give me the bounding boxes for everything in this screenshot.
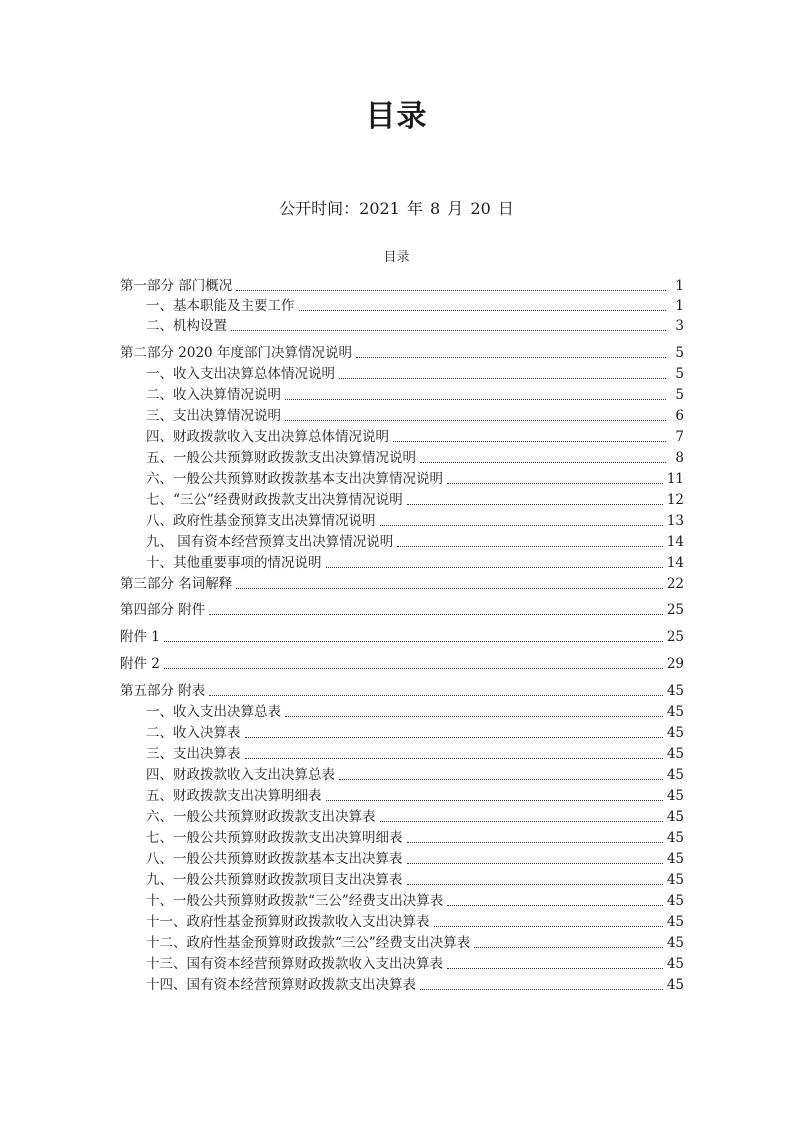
- dot-leader: [326, 566, 663, 568]
- toc-entry-page: 45: [666, 977, 684, 993]
- toc-entry-page: 25: [666, 602, 684, 618]
- toc-entry-label: 十三、国有资本经营预算财政拨款收入支出决算表: [146, 956, 443, 972]
- toc-entry[interactable]: [120, 933, 684, 953]
- toc-entry-page: 45: [666, 893, 684, 909]
- toc-entry-label: 十、一般公共预算财政拨款“三公”经费支出决算表: [146, 893, 444, 909]
- toc-entry-page: 13: [666, 513, 684, 529]
- toc-entry-page: 45: [666, 746, 684, 762]
- toc-entry-page: 1: [675, 298, 684, 314]
- toc-entry-label: 七、一般公共预算财政拨款支出决算明细表: [146, 830, 403, 846]
- toc-entry[interactable]: [120, 954, 684, 974]
- dot-leader: [209, 694, 663, 696]
- toc-entry-label: 第二部分 2020 年度部门决算情况说明: [120, 345, 352, 361]
- toc-entry-page: 45: [666, 935, 684, 951]
- toc-entry-page: 5: [675, 345, 684, 361]
- toc-entry-label: 八、政府性基金预算支出决算情况说明: [146, 513, 376, 529]
- toc-entry-page: 7: [675, 429, 684, 445]
- dot-leader: [407, 841, 663, 843]
- toc-entry-label: 二、机构设置: [146, 318, 227, 334]
- toc-entry-part-3[interactable]: [120, 574, 684, 594]
- dot-leader: [164, 667, 663, 669]
- dot-leader: [447, 904, 663, 906]
- toc-entry[interactable]: [120, 296, 684, 316]
- toc-entry-label: 第一部分 部门概况: [120, 278, 233, 294]
- toc-entry-page: 45: [666, 809, 684, 825]
- dot-leader: [397, 545, 663, 547]
- toc-entry[interactable]: [120, 427, 684, 447]
- toc-entry-label: 五、一般公共预算财政拨款支出决算情况说明: [146, 450, 416, 466]
- toc-entry[interactable]: [120, 532, 684, 552]
- toc-entry[interactable]: [120, 364, 684, 384]
- dot-leader: [299, 309, 667, 311]
- dot-leader: [236, 587, 663, 589]
- toc-entry-part-2[interactable]: [120, 343, 684, 363]
- toc-entry-page: 11: [666, 471, 684, 487]
- toc-entry[interactable]: [120, 723, 684, 743]
- toc-entry-label: 十二、政府性基金预算财政拨款“三公”经费支出决算表: [146, 935, 471, 951]
- dot-leader: [407, 862, 663, 864]
- toc-entry-page: 14: [666, 555, 684, 571]
- toc-entry-label: 一、收入支出决算总体情况说明: [146, 366, 335, 382]
- toc-entry-label: 六、一般公共预算财政拨款基本支出决算情况说明: [146, 471, 443, 487]
- dot-leader: [380, 524, 663, 526]
- dot-leader: [339, 778, 663, 780]
- toc-entry-page: 45: [666, 683, 684, 699]
- toc-entry-page: 22: [666, 576, 684, 592]
- toc-entry[interactable]: [120, 448, 684, 468]
- toc-entry-label: 第四部分 附件: [120, 602, 206, 618]
- dot-leader: [209, 613, 663, 615]
- dot-leader: [447, 967, 663, 969]
- toc-entry-label: 一、收入支出决算总表: [146, 704, 281, 720]
- toc-entry-page: 45: [666, 704, 684, 720]
- toc-entry-attachment-2[interactable]: [120, 654, 684, 674]
- toc-entry[interactable]: [120, 511, 684, 531]
- toc-entry-page: 25: [666, 629, 684, 645]
- toc-entry-part-1[interactable]: [120, 276, 684, 296]
- toc-entry[interactable]: [120, 702, 684, 722]
- dot-leader: [339, 377, 666, 379]
- dot-leader: [420, 988, 663, 990]
- toc-entry-label: 十、其他重要事项的情况说明: [146, 555, 322, 571]
- toc-entry-page: 45: [666, 788, 684, 804]
- dot-leader: [474, 946, 663, 948]
- toc-entry[interactable]: [120, 828, 684, 848]
- publish-date: 公开时间：2021 年 8 月 20 日: [279, 199, 514, 218]
- toc-entry-label: 八、一般公共预算财政拨款基本支出决算表: [146, 851, 403, 867]
- dot-leader: [245, 736, 663, 738]
- toc-entry-label: 九、 国有资本经营预算支出决算情况说明: [146, 534, 394, 550]
- dot-leader: [285, 715, 663, 717]
- toc-entry-page: 6: [675, 408, 684, 424]
- toc-entry[interactable]: [120, 975, 684, 995]
- toc-entry-label: 三、支出决算情况说明: [146, 408, 281, 424]
- toc-entry-page: 1: [675, 278, 684, 294]
- toc-entry-part-5[interactable]: [120, 681, 684, 701]
- dot-leader: [285, 398, 666, 400]
- toc-entry[interactable]: [120, 807, 684, 827]
- toc-entry[interactable]: [120, 406, 684, 426]
- toc-entry-page: 29: [666, 656, 684, 672]
- dot-leader: [326, 799, 663, 801]
- dot-leader: [447, 482, 663, 484]
- toc-entry[interactable]: [120, 553, 684, 573]
- dot-leader: [393, 440, 666, 442]
- dot-leader: [285, 419, 666, 421]
- toc-entry-label: 二、收入决算情况说明: [146, 387, 281, 403]
- dot-leader: [380, 820, 663, 822]
- toc-entry[interactable]: [120, 891, 684, 911]
- toc-entry-label: 三、支出决算表: [146, 746, 241, 762]
- toc-entry-page: 45: [666, 872, 684, 888]
- dot-leader: [231, 329, 666, 331]
- dot-leader: [434, 925, 663, 927]
- toc-entry-label: 五、财政拨款支出决算明细表: [146, 788, 322, 804]
- dot-leader: [420, 461, 666, 463]
- toc-entry-page: 45: [666, 830, 684, 846]
- toc-entry[interactable]: [120, 765, 684, 785]
- toc-entry-page: 45: [666, 851, 684, 867]
- toc-entry-page: 12: [666, 492, 684, 508]
- page-title: 目录: [365, 99, 428, 134]
- toc-entry-label: 一、基本职能及主要工作: [146, 298, 295, 314]
- toc-entry-label: 附件 2: [120, 656, 160, 672]
- toc-entry[interactable]: [120, 490, 684, 510]
- toc-entry-label: 附件 1: [120, 629, 160, 645]
- toc-entry-label: 十四、国有资本经营预算财政拨款支出决算表: [146, 977, 416, 993]
- dot-leader: [356, 356, 666, 358]
- toc-entry-label: 第三部分 名词解释: [120, 576, 233, 592]
- toc-heading: 目录: [383, 250, 410, 265]
- toc-entry-label: 七、“三公”经费财政拨款支出决算情况说明: [146, 492, 403, 508]
- toc-entry-page: 45: [666, 767, 684, 783]
- toc-entry[interactable]: [120, 469, 684, 489]
- toc-entry[interactable]: [120, 786, 684, 806]
- toc-entry-label: 四、财政拨款收入支出决算总表: [146, 767, 335, 783]
- toc-entry-page: 5: [675, 366, 684, 382]
- dot-leader: [407, 503, 663, 505]
- dot-leader: [245, 757, 663, 759]
- toc-entry[interactable]: [120, 912, 684, 932]
- toc-entry-page: 45: [666, 956, 684, 972]
- toc-entry[interactable]: [120, 870, 684, 890]
- toc-entry[interactable]: [120, 849, 684, 869]
- toc-entry-label: 第五部分 附表: [120, 683, 206, 699]
- toc-entry-page: 14: [666, 534, 684, 550]
- toc-entry-label: 九、一般公共预算财政拨款项目支出决算表: [146, 872, 403, 888]
- toc-entry-page: 45: [666, 725, 684, 741]
- toc-entry[interactable]: [120, 316, 684, 336]
- toc-entry[interactable]: [120, 744, 684, 764]
- dot-leader: [407, 883, 663, 885]
- toc-entry-label: 十一、政府性基金预算财政拨款收入支出决算表: [146, 914, 430, 930]
- toc-entry-label: 六、一般公共预算财政拨款支出决算表: [146, 809, 376, 825]
- toc-entry-page: 5: [675, 387, 684, 403]
- toc-entry-label: 四、财政拨款收入支出决算总体情况说明: [146, 429, 389, 445]
- dot-leader: [164, 640, 663, 642]
- toc-entry-page: 3: [675, 318, 684, 334]
- dot-leader: [236, 289, 666, 291]
- toc-entry[interactable]: [120, 385, 684, 405]
- toc-entry-page: 8: [675, 450, 684, 466]
- toc-entry-page: 45: [666, 914, 684, 930]
- toc-entry-label: 二、收入决算表: [146, 725, 241, 741]
- toc-entry-attachment-1[interactable]: [120, 627, 684, 647]
- toc-entry-part-4[interactable]: [120, 600, 684, 620]
